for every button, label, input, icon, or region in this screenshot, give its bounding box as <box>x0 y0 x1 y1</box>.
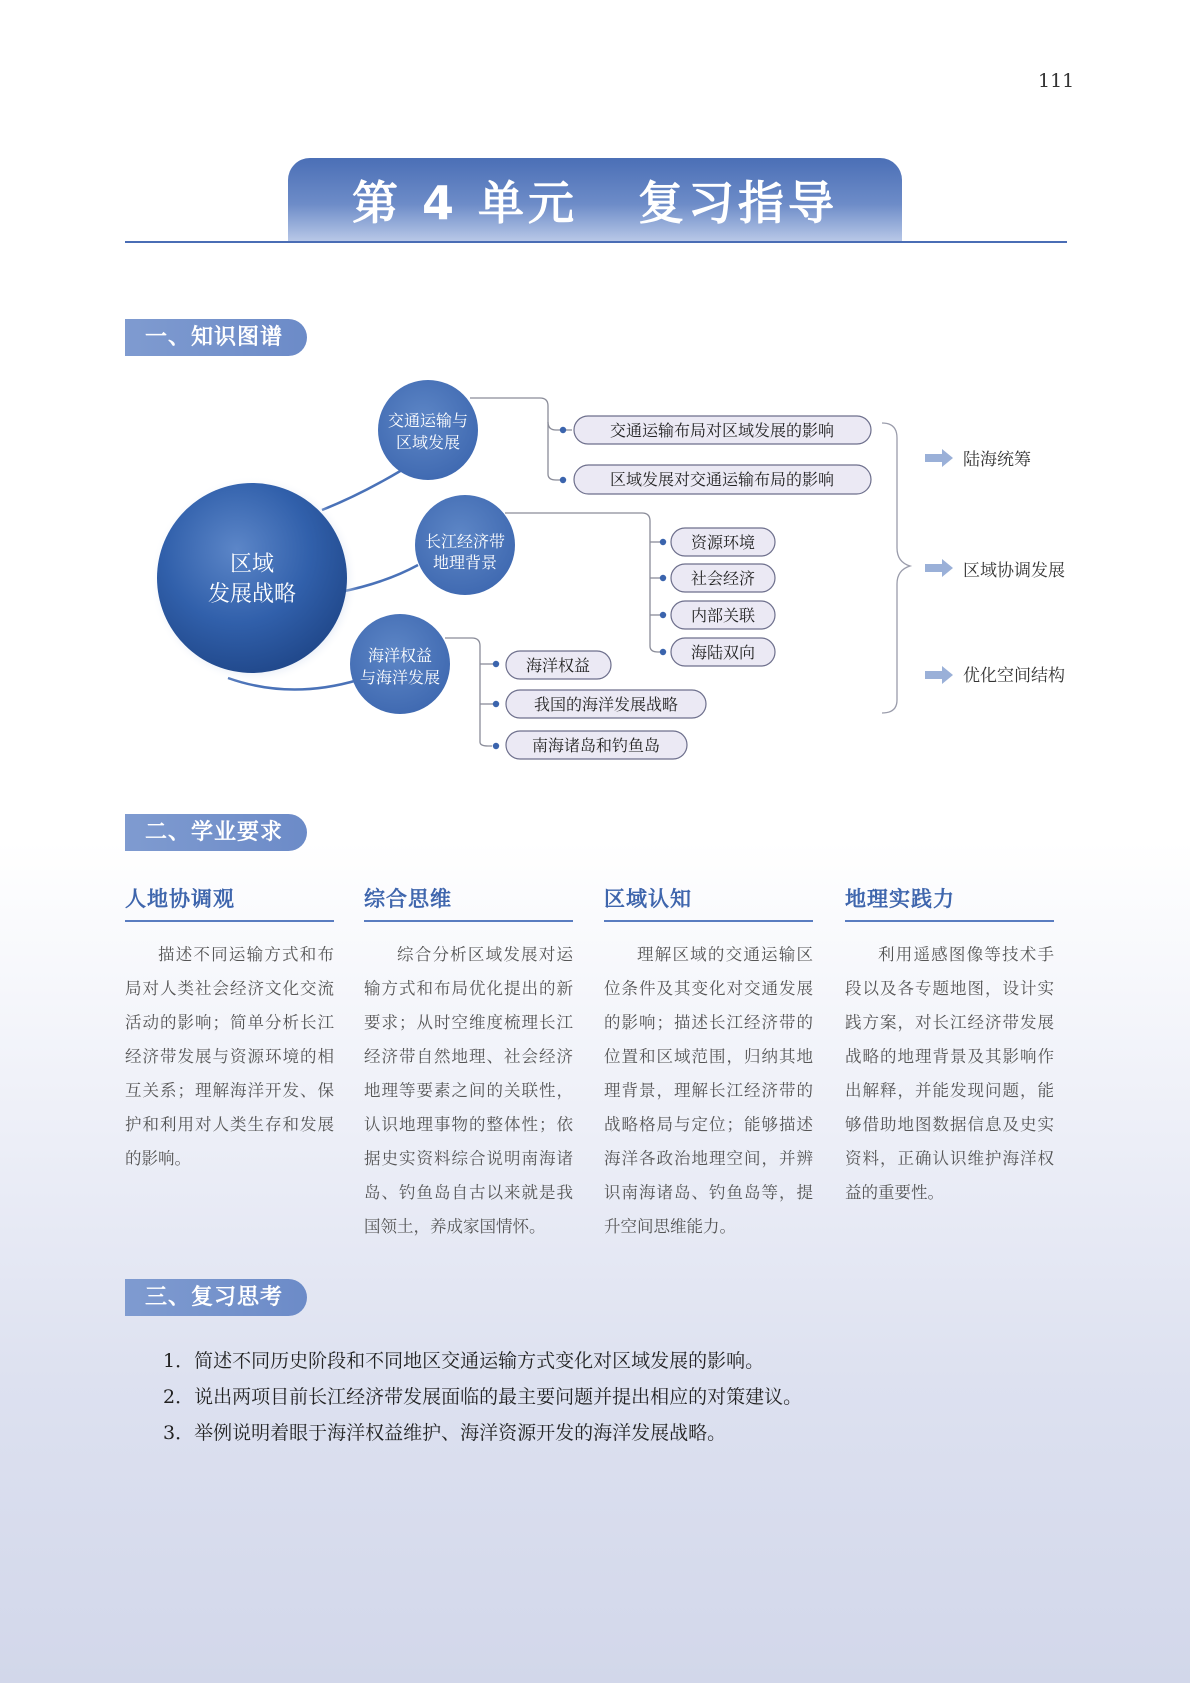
unit-title: 第 4 单元 复习指导 <box>351 176 839 230</box>
review-question: 3．举例说明着眼于海洋权益维护、海洋资源开发的海洋发展战略。 <box>163 1422 727 1444</box>
section-label-review: 三、复习思考 <box>125 1279 307 1316</box>
branch-node-transport <box>378 380 478 480</box>
pill-label: 区域发展对交通运输布局的影响 <box>609 470 835 489</box>
review-question: 2．说出两项目前长江经济带发展面临的最主要问题并提出相应的对策建议。 <box>163 1386 803 1408</box>
page-number: 111 <box>1038 70 1075 92</box>
section-label-knowledge-map: 一、知识图谱 <box>125 319 307 356</box>
arrow-icon <box>925 559 953 577</box>
pill-label: 资源环境 <box>690 533 756 552</box>
pill-label: 内部关联 <box>690 606 756 625</box>
requirement-body: 综合分析区域发展对运输方式和布局优化提出的新要求；从时空维度梳理长江经济带自然地理、社会经济地理等要素之间的关联性，认识地理事物的整体性；依据史实资料综合说明南海诸岛、钓鱼岛自古以来就是我国领土，养成家国情怀。 <box>364 945 573 1236</box>
requirement-body: 描述不同运输方式和布局对人类社会经济文化交流活动的影响；简单分析长江经济带发展与资源环境的相互关系；理解海洋开发、保护和利用对人类生存和发展的影响。 <box>125 945 334 1168</box>
pill-label: 海洋权益 <box>525 656 591 675</box>
requirement-heading: 综合思维 <box>364 882 573 922</box>
requirement-body: 理解区域的交通运输区位条件及其变化对交通发展的影响；描述长江经济带的位置和区域范围，归纳其地理背景，理解长江经济带的战略格局与定位；能够描述海洋各政治地理空间，并辨识南海诸岛、钓鱼岛等，提升空间思维能力。 <box>604 945 813 1236</box>
dot <box>493 661 499 667</box>
pill-label: 交通运输布局对区域发展的影响 <box>609 421 835 440</box>
arrow-icon <box>925 666 953 684</box>
pill-label: 社会经济 <box>690 569 756 588</box>
outcome-arrows <box>925 449 953 684</box>
pill-label: 海陆双向 <box>690 643 756 662</box>
requirement-heading: 人地协调观 <box>125 882 334 922</box>
requirement-column <box>604 882 813 1244</box>
requirement-column <box>364 882 573 1244</box>
arrow-icon <box>925 449 953 467</box>
branch-label-transport-2: 区域发展 <box>395 433 461 452</box>
requirement-column <box>125 882 334 1176</box>
knowledge-mindmap <box>0 0 1190 800</box>
requirement-body: 利用遥感图像等技术手段以及各专题地图，设计实践方案，对长江经济带发展战略的地理背景及其影响作出解释，并能发现问题，能够借助地图数据信息及史实资料，正确认识维护海洋权益的重要性。 <box>845 945 1054 1202</box>
dot <box>660 649 666 655</box>
summary-brace <box>882 423 910 713</box>
branch-label-yangtze-1: 长江经济带 <box>424 532 506 551</box>
connector-to-transport <box>322 470 402 510</box>
center-label-line2: 发展战略 <box>207 582 297 607</box>
branch-label-ocean-1: 海洋权益 <box>367 646 433 665</box>
center-label-line1: 区域 <box>229 552 275 577</box>
outcome-label: 优化空间结构 <box>963 666 1065 686</box>
pill-label: 南海诸岛和钓鱼岛 <box>531 736 661 755</box>
dot <box>660 612 666 618</box>
dot <box>560 427 566 433</box>
requirement-heading: 区域认知 <box>604 882 813 922</box>
requirement-column <box>845 882 1054 1210</box>
branch-label-transport-1: 交通运输与 <box>387 411 469 430</box>
branch-label-yangtze-2: 地理背景 <box>432 553 498 572</box>
review-question-list <box>163 1343 1063 1451</box>
dot <box>660 539 666 545</box>
pill-label: 我国的海洋发展战略 <box>533 695 679 714</box>
dot <box>660 575 666 581</box>
outcome-label: 区域协调发展 <box>963 561 1065 581</box>
outcome-label: 陆海统筹 <box>963 450 1031 470</box>
section-label-requirements: 二、学业要求 <box>125 814 307 851</box>
dot <box>560 477 566 483</box>
review-question: 1．简述不同历史阶段和不同地区交通运输方式变化对区域发展的影响。 <box>163 1350 765 1372</box>
dot <box>493 701 499 707</box>
branch-label-ocean-2: 与海洋发展 <box>359 668 441 687</box>
center-node <box>157 483 347 673</box>
dot <box>493 743 499 749</box>
requirement-heading: 地理实践力 <box>845 882 1054 922</box>
